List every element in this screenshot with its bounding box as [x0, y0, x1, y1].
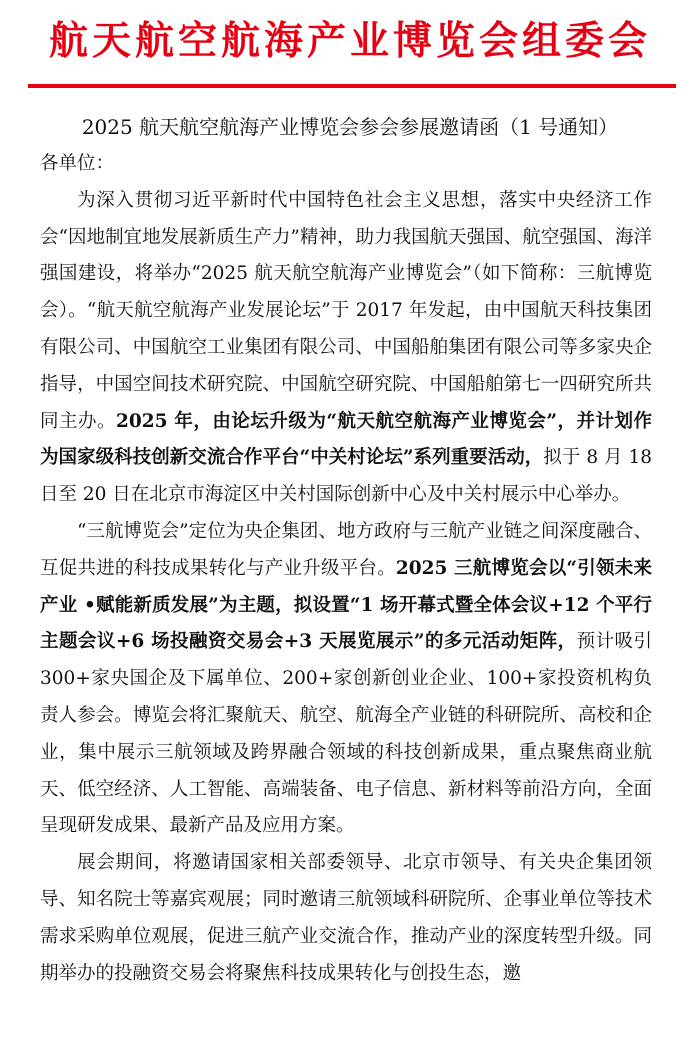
letterhead-divider — [28, 84, 676, 88]
document-body — [40, 146, 652, 992]
document-title: 2025 航天航空航海产业博览会参会参展邀请函（1 号通知） — [81, 115, 619, 139]
paragraph-1-text-b: 拟于 8 月 18 日至 20 日在北京市海淀区中关村国际创新中心及中关村展示中心举办。 — [40, 447, 653, 506]
letterhead-title: 航天航空航海产业博览会组委会 — [48, 19, 651, 64]
paragraph-1-emphasis: 2025 年，由论坛升级为“航天航空航海产业博览会”，并计划作为国家级科技创新交流合作平台“中关村论坛”系列重要活动， — [40, 410, 652, 469]
paragraph-3-text-a: 展会期间，将邀请国家相关部委领导、北京市领导、有关央企集团领导、知名院士等嘉宾观展；同时邀请三航领域科研院所、企事业单位等技术需求采购单位观展，促进三航产业交流合作，推动产业的深度转型升级。同期举办的投融资交易会将聚焦科技成果转化与创投生态，邀 — [40, 852, 652, 984]
paragraph-2-text-b: 预计吸引 300+家央国企及下属单位、200+家创新创业企业、100+家投资机构负责人参会。博览会将汇聚航天、航空、航海全产业链的科研院所、高校和企业，集中展示三航领域及跨界融合领域的科技创新成果，重点聚焦商业航天、低空经济、人工智能、高端装备、电子信息、新材料等前沿方向，全面呈现研发成果、最新产品及应用方案。 — [40, 631, 652, 837]
paragraph-2 — [40, 514, 652, 845]
paragraph-1 — [40, 183, 652, 514]
paragraph-3 — [40, 845, 652, 992]
paragraph-1-text-a: 为深入贯彻习近平新时代中国特色社会主义思想，落实中央经济工作会“因地制宜地发展新质生产力”精神，助力我国航天强国、航空强国、海洋强国建设，将举办“2025 航天航空航海产业博览会”（如下简称：三航博览会）。“航天航空航海产业发展论坛”于 2017 年发起，由中国航天科技集团有限公司、中国航空工业集团有限公司、中国船舶集团有限公司等多家央企指导，中国空间技术研究院、中国航空研究院、中国船舶第七一四研究所共同主办。 — [40, 189, 652, 432]
paragraph-2-emphasis: 2025 三航博览会以“引领未来产业 •赋能新质发展”为主题，拟设置“1 场开幕式暨全体会议+12 个平行主题会议+6 场投融资交易会+3 天展览展示”的多元活动矩阵， — [40, 557, 652, 653]
salutation: 各单位： — [40, 153, 115, 174]
paragraph-2-text-a: “三航博览会”定位为央企集团、地方政府与三航产业链之间深度融合、互促共进的科技成果转化与产业升级平台。 — [40, 520, 652, 579]
